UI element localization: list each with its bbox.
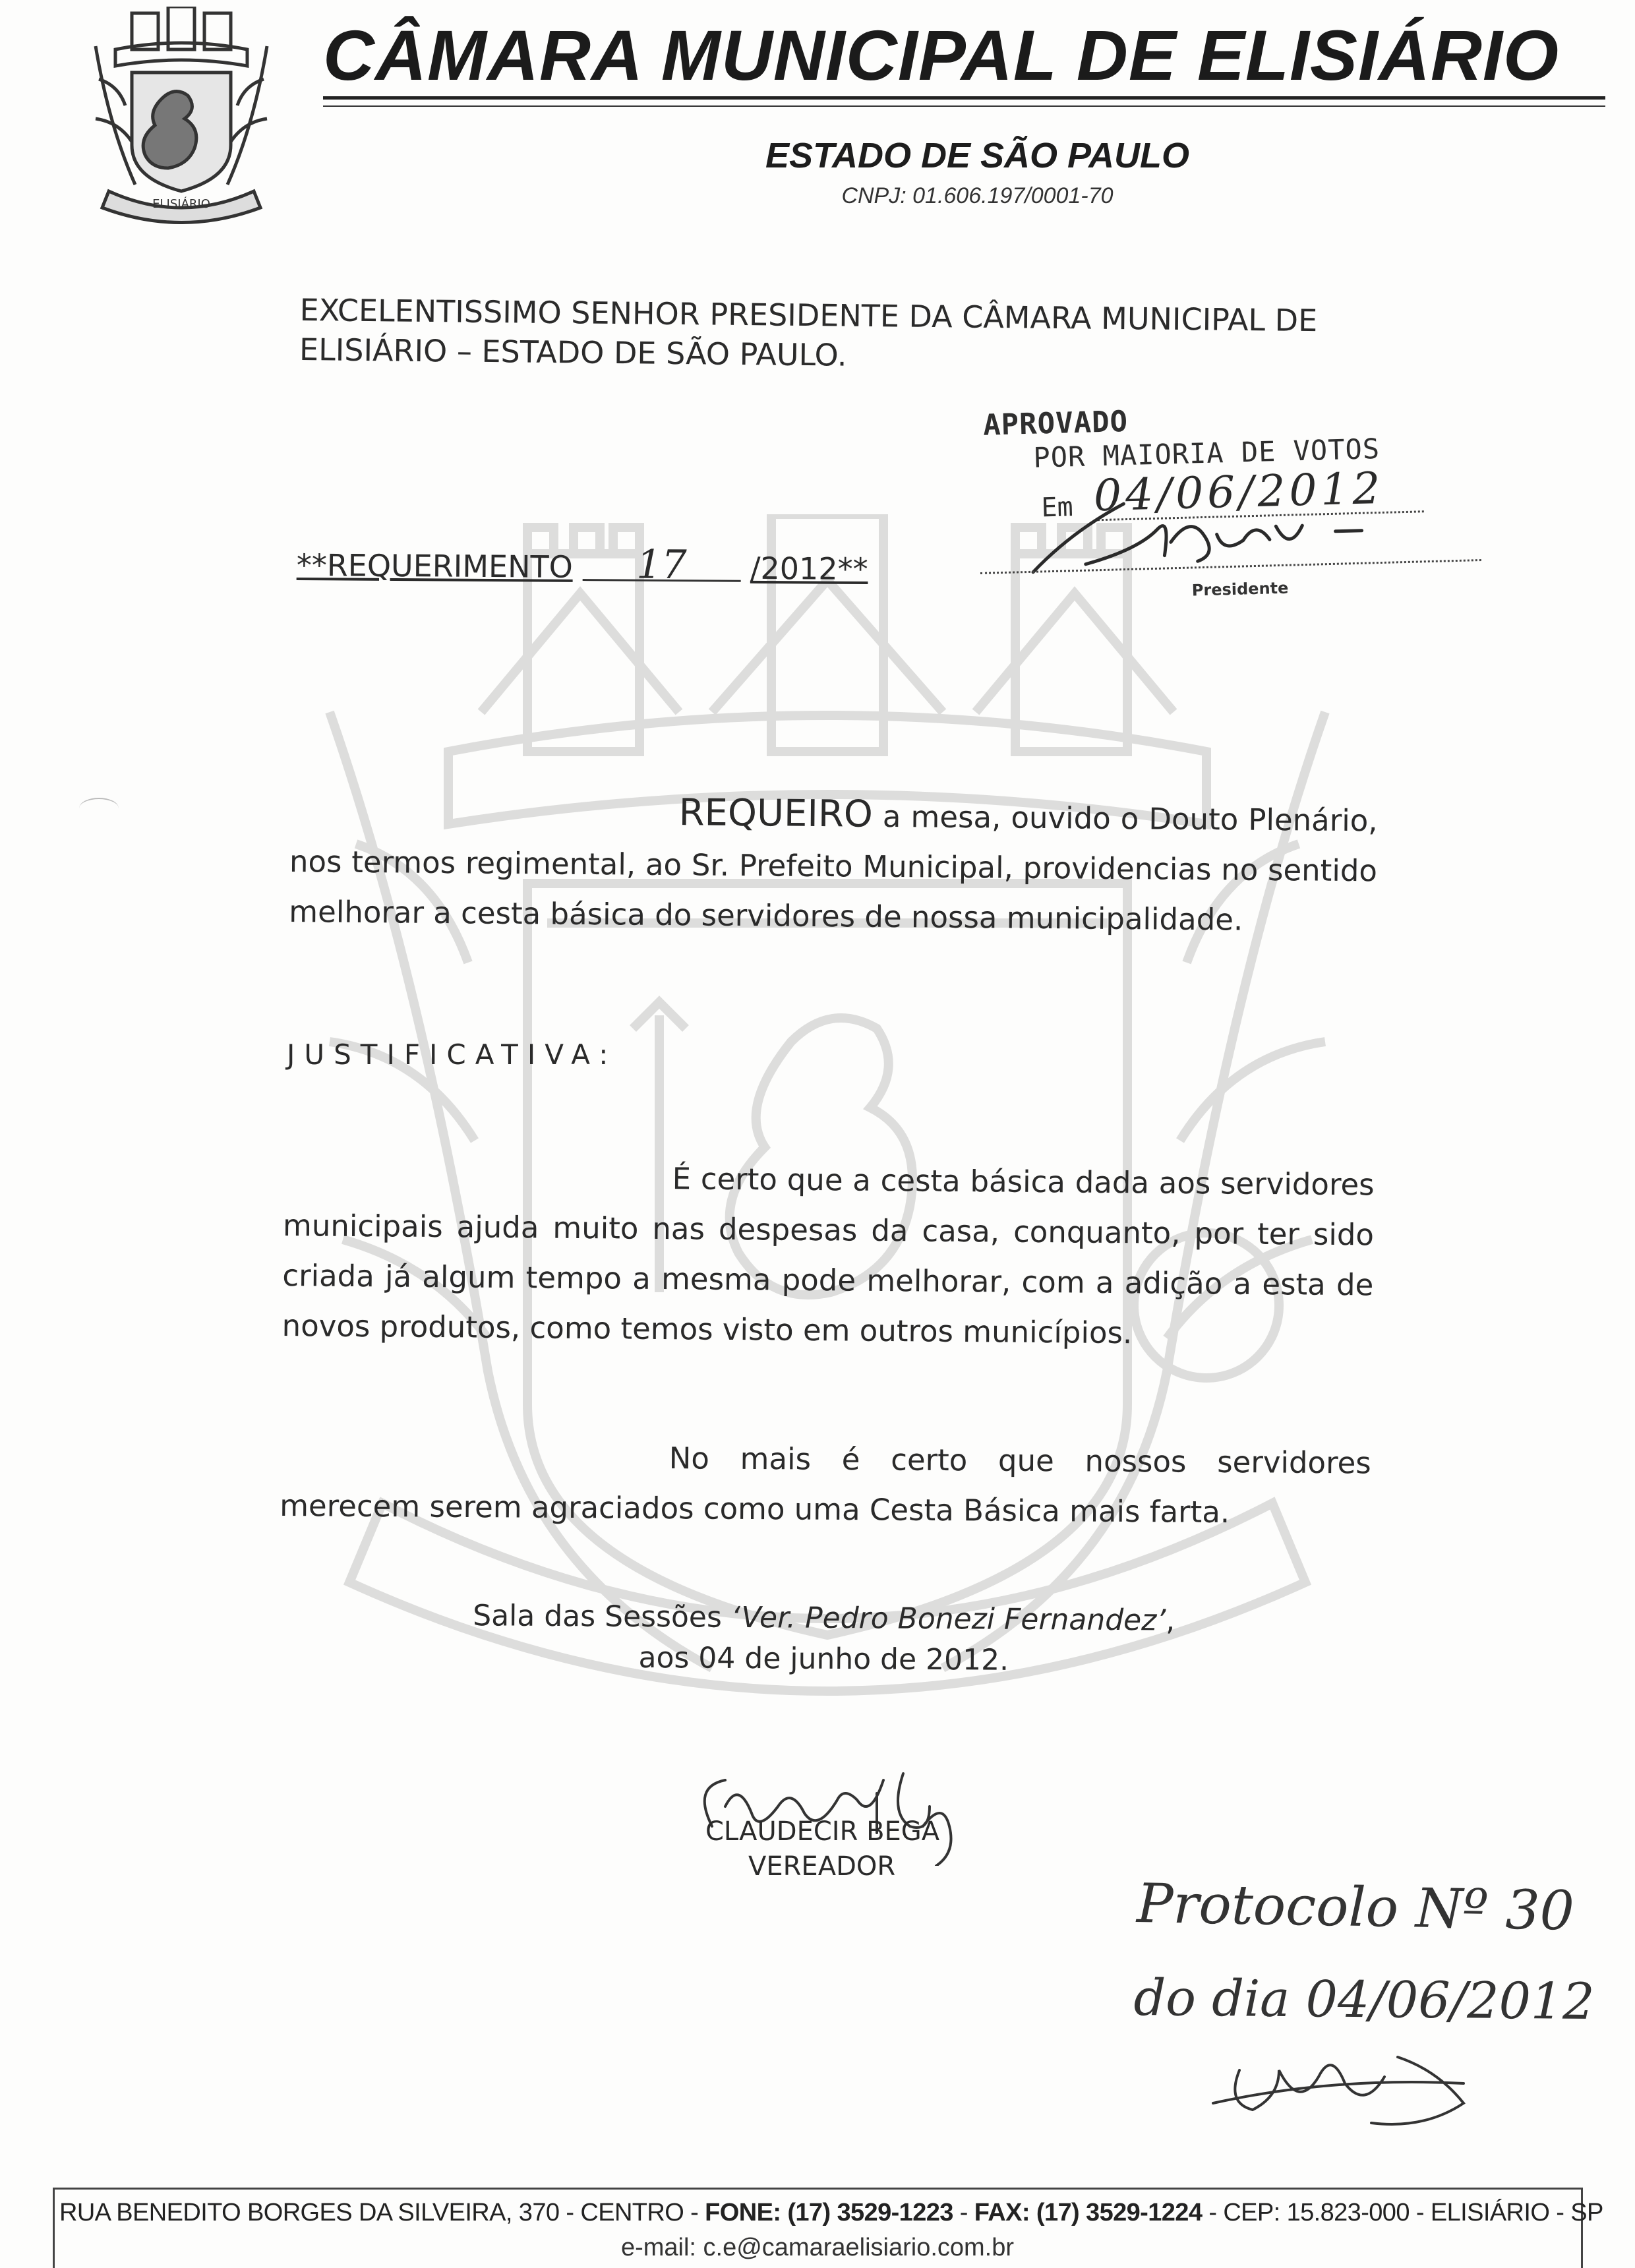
addressee-line-2: ELISIÁRIO – ESTADO DE SÃO PAULO. — [299, 331, 847, 373]
footer-fax: FAX: (17) 3529-1224 — [974, 2199, 1203, 2226]
footer-cep-city: - CEP: 15.823-000 - ELISIÁRIO - SP — [1202, 2199, 1603, 2226]
stamp-president-label: Presidente — [1191, 578, 1289, 600]
requerimento-line — [296, 541, 868, 589]
requerimento-prefix: **REQUERIMENTO — [296, 547, 573, 585]
stamp-majority-label: POR MAIORIA DE VOTOS — [1032, 432, 1381, 474]
protocol-number-handwritten: Protocolo Nº 30 — [1136, 1872, 1575, 1943]
closing-date-line: aos 04 de junho de 2012. — [638, 1640, 1009, 1677]
institution-title: CÂMARA MUNICIPAL DE ELISIÁRIO — [323, 15, 1560, 95]
justification-paragraph-2 — [280, 1431, 1371, 1539]
stamp-approved-label: APROVADO — [982, 404, 1129, 442]
stamp-date-prefix: Em — [1040, 492, 1074, 523]
closing-venue-line — [461, 1596, 1187, 1642]
justification-paragraph-2-text: No mais é certo que nossos servidores merecem serem agraciados como uma Cesta Básica mais farta. — [280, 1441, 1371, 1530]
footer-street: RUA BENEDITO BORGES DA SILVEIRA, 370 - CENTRO - — [59, 2199, 705, 2226]
header-rule-thin — [323, 105, 1605, 107]
protocol-initials-signature — [1200, 2031, 1490, 2136]
state-subtitle: ESTADO DE SÃO PAULO — [765, 136, 1190, 175]
closing-venue-name: ‘Ver. Pedro Bonezi Fernandez’ — [730, 1600, 1166, 1638]
protocol-date-handwritten: do dia 04/06/2012 — [1133, 1968, 1595, 2031]
justification-paragraph-1 — [282, 1150, 1375, 1360]
cnpj-line: CNPJ: 01.606.197/0001-70 — [841, 183, 1114, 208]
logo-ribbon-text: ELISIÁRIO — [152, 197, 210, 211]
closing-block — [461, 1596, 1187, 1683]
justificativa-heading: JUSTIFICATIVA: — [287, 1038, 618, 1071]
councilor-signature — [686, 1754, 1081, 1866]
approval-stamp — [976, 382, 1482, 613]
footer-email: e-mail: c.e@camaraelisiario.com.br — [620, 2234, 1015, 2261]
closing-venue-suffix: , — [1166, 1603, 1175, 1638]
header-rule — [323, 96, 1605, 100]
footer-separator: - — [953, 2199, 974, 2226]
signatory-role: VEREADOR — [748, 1851, 896, 1882]
requerimento-number: 17 — [582, 550, 740, 582]
footer-address-line — [59, 2199, 1603, 2227]
stamp-date-handwritten: 04/06/2012 — [1093, 462, 1385, 522]
footer-phone: FONE: (17) 3529-1223 — [705, 2199, 953, 2226]
coat-of-arms-logo — [69, 7, 293, 224]
coat-of-arms-watermark — [251, 514, 1404, 1767]
punch-mark — [79, 798, 119, 819]
request-paragraph — [289, 785, 1378, 946]
signatory-name: CLAUDECIR BEGA — [705, 1816, 940, 1847]
request-lead-word: REQUEIRO — [678, 791, 874, 836]
request-paragraph-text: a mesa, ouvido o Douto Plenário, nos termos regimental, ao Sr. Prefeito Municipal, providencias no sentido melhorar a cesta básica do servidores de nossa municipalidade. — [289, 798, 1378, 938]
requerimento-suffix: /2012** — [750, 550, 868, 587]
closing-venue-prefix: Sala das Sessões — [473, 1599, 732, 1634]
justification-paragraph-1-text: É certo que a cesta básica dada aos servidores municipais ajuda muito nas despesas da casa, conquanto, por ter sido criada já algum tempo a mesma pode melhorar, com a adição a esta de novos produtos, como temos visto em outros municípios. — [282, 1161, 1375, 1351]
addressee-line-1: EXCELENTISSIMO SENHOR PRESIDENTE DA CÂMARA MUNICIPAL DE — [299, 291, 1318, 339]
addressee-block — [299, 290, 1421, 381]
